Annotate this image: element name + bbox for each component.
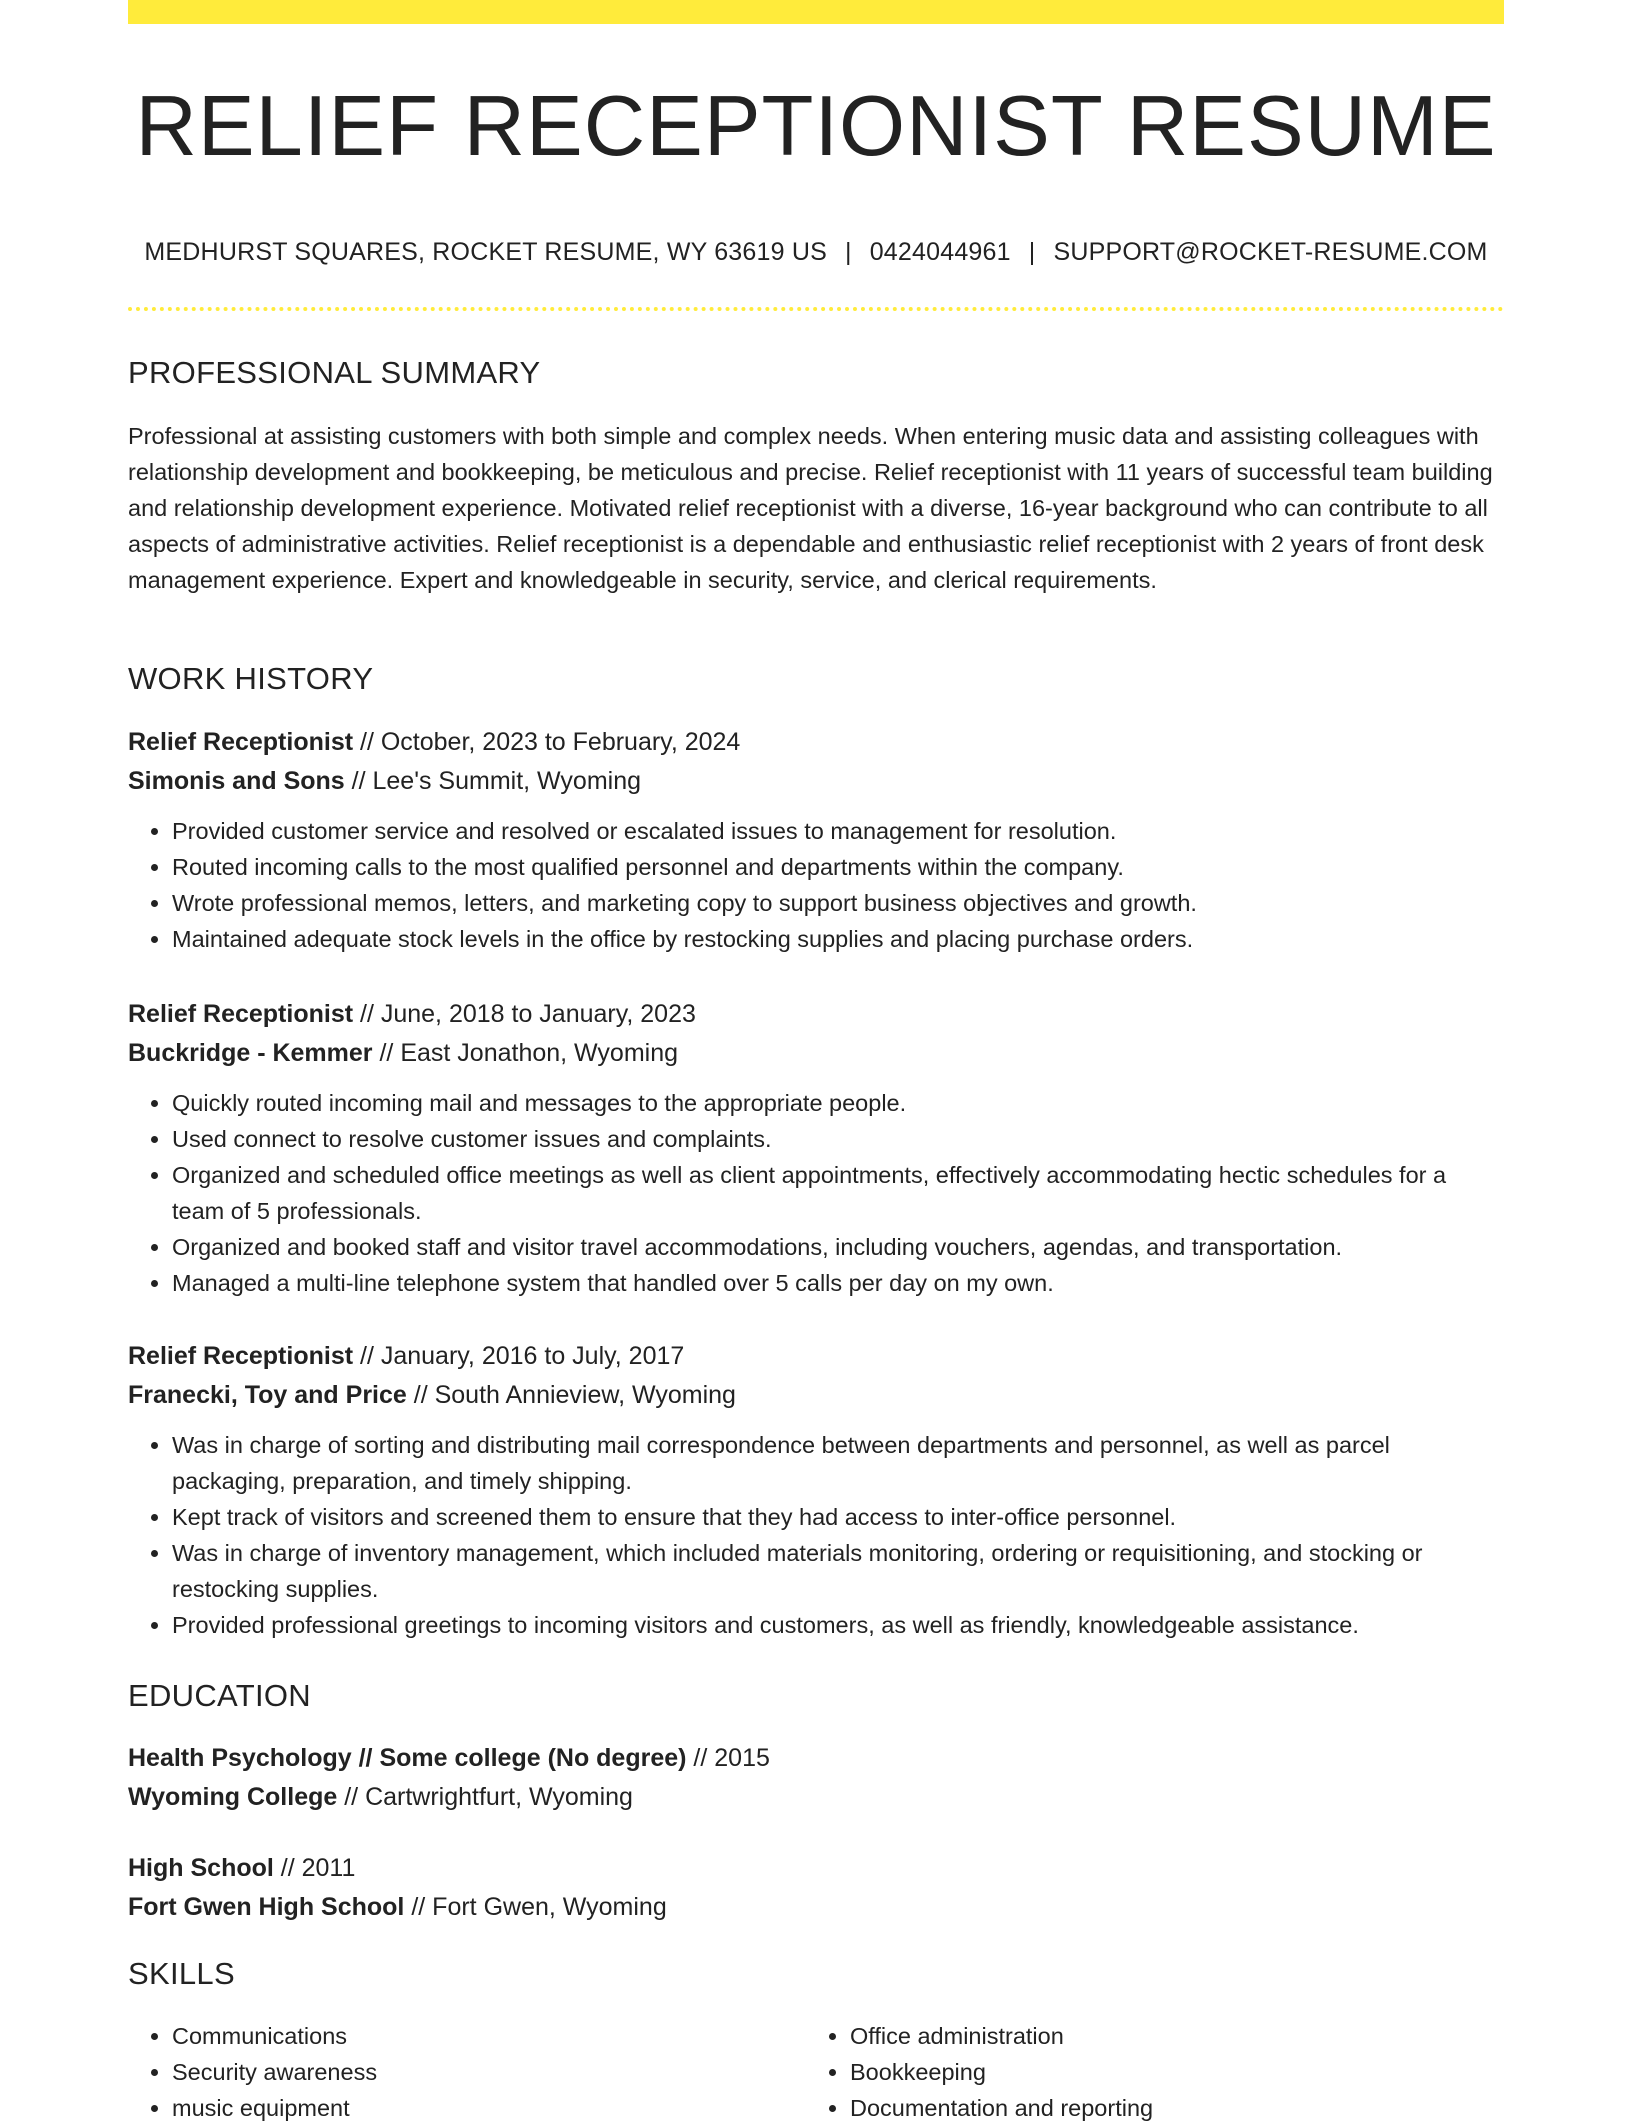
skills-column-1 — [128, 2018, 377, 2126]
education-year: // 2011 — [273, 1854, 356, 1882]
education-school-line — [128, 1778, 1504, 1817]
resume-title: RELIEF RECEPTIONIST RESUME — [135, 79, 1497, 174]
contact-email: SUPPORT@ROCKET-RESUME.COM — [1053, 238, 1488, 266]
job-bullet: • Provided customer service and resolved or escalated issues to management for resolution. — [172, 813, 1504, 849]
job-bullet: • Was in charge of sorting and distributing mail correspondence between departments and personnel, as well as parcel packaging, preparation, and timely shipping. — [172, 1427, 1504, 1499]
job-title: Relief Receptionist — [128, 728, 354, 756]
education-location: // Cartwrightfurt, Wyoming — [337, 1783, 633, 1811]
job-bullet: • Kept track of visitors and screened them to ensure that they had access to inter-office personnel. — [172, 1499, 1504, 1535]
skill-item: • Security awareness — [172, 2054, 377, 2090]
education-school-line — [128, 1888, 1504, 1927]
job-company: Buckridge - Kemmer — [128, 1039, 373, 1067]
job-entry — [128, 995, 1504, 1301]
skill-item: • Communications — [172, 2018, 377, 2054]
job-dates: // January, 2016 to July, 2017 — [353, 1342, 685, 1370]
job-company: Franecki, Toy and Price — [128, 1381, 407, 1409]
job-company-line — [128, 1376, 1504, 1415]
top-accent-bar — [128, 0, 1504, 24]
skills-heading: SKILLS — [128, 1956, 235, 1991]
skills-column-2 — [806, 2018, 1153, 2126]
job-bullet: • Maintained adequate stock levels in the office by restocking supplies and placing purchase orders. — [172, 921, 1504, 957]
skill-item: • Office administration — [850, 2018, 1153, 2054]
job-bullets — [128, 813, 1504, 957]
education-degree-line — [128, 1739, 1504, 1778]
skill-item: • Bookkeeping — [850, 2054, 1153, 2090]
job-location: // Lee's Summit, Wyoming — [344, 767, 642, 795]
job-title: Relief Receptionist — [128, 1342, 354, 1370]
job-title-line — [128, 1337, 1504, 1376]
dotted-divider — [128, 307, 1504, 311]
skill-item: • Documentation and reporting — [850, 2090, 1153, 2126]
contact-line — [128, 238, 1504, 267]
job-bullet: • Used connect to resolve customer issues and complaints. — [172, 1121, 1504, 1157]
education-entry — [128, 1739, 1504, 1817]
job-bullet: • Was in charge of inventory management, which included materials monitoring, ordering or requisitioning, and stocking or restocking supplies. — [172, 1535, 1504, 1607]
job-bullet: • Routed incoming calls to the most qualified personnel and departments within the company. — [172, 849, 1504, 885]
job-location: // South Annieview, Wyoming — [406, 1381, 736, 1409]
job-company: Simonis and Sons — [128, 767, 345, 795]
job-bullets — [128, 1085, 1504, 1301]
job-company-line — [128, 1034, 1504, 1073]
contact-separator: | — [845, 238, 852, 266]
education-heading: EDUCATION — [128, 1678, 311, 1713]
job-entry — [128, 1337, 1504, 1643]
education-location: // Fort Gwen, Wyoming — [404, 1893, 667, 1921]
job-bullet: • Quickly routed incoming mail and messages to the appropriate people. — [172, 1085, 1504, 1121]
education-degree: High School — [128, 1854, 274, 1882]
job-bullet: • Managed a multi-line telephone system that handled over 5 calls per day on my own. — [172, 1265, 1504, 1301]
education-school: Wyoming College — [128, 1783, 338, 1811]
job-title-line — [128, 995, 1504, 1034]
job-dates: // June, 2018 to January, 2023 — [353, 1000, 696, 1028]
summary-text: Professional at assisting customers with both simple and complex needs. When entering music data and assisting colleagues with relationship development and bookkeeping, be meticulous and precise. Relief receptionist with 11 years of successful team building and relationship development experience. Motivated relief receptionist with a diverse, 16-year background who can contribute to all aspects of administrative activities. Relief receptionist is a dependable and enthusiastic relief receptionist with 2 years of front desk management experience. Expert and knowledgeable in security, service, and clerical requirements. — [128, 423, 1493, 593]
job-bullet: • Organized and booked staff and visitor travel accommodations, including vouchers, agendas, and transportation. — [172, 1229, 1504, 1265]
job-bullets — [128, 1427, 1504, 1643]
job-dates: // October, 2023 to February, 2024 — [353, 728, 741, 756]
education-degree: Health Psychology // Some college (No degree) — [128, 1744, 687, 1772]
contact-separator: | — [1028, 238, 1036, 266]
job-company-line — [128, 762, 1504, 801]
education-entry — [128, 1849, 1504, 1927]
job-bullet: • Wrote professional memos, letters, and marketing copy to support business objectives and growth. — [172, 885, 1504, 921]
education-school: Fort Gwen High School — [128, 1893, 405, 1921]
job-bullet: • Organized and scheduled office meetings as well as client appointments, effectively accommodating hectic schedules for a team of 5 professionals. — [172, 1157, 1504, 1229]
work-history-heading: WORK HISTORY — [128, 661, 374, 696]
job-location: // East Jonathon, Wyoming — [372, 1039, 679, 1067]
job-title-line — [128, 723, 1504, 762]
job-bullet: • Provided professional greetings to incoming visitors and customers, as well as friendly, knowledgeable assistance. — [172, 1607, 1504, 1643]
education-year: // 2015 — [686, 1744, 770, 1772]
education-degree-line — [128, 1849, 1504, 1888]
summary-heading: PROFESSIONAL SUMMARY — [128, 355, 541, 390]
contact-address: MEDHURST SQUARES, ROCKET RESUME, WY 63619 US — [144, 238, 827, 266]
contact-phone: 0424044961 — [869, 238, 1011, 266]
job-entry — [128, 723, 1504, 957]
skill-item: • music equipment — [172, 2090, 377, 2126]
job-title: Relief Receptionist — [128, 1000, 354, 1028]
